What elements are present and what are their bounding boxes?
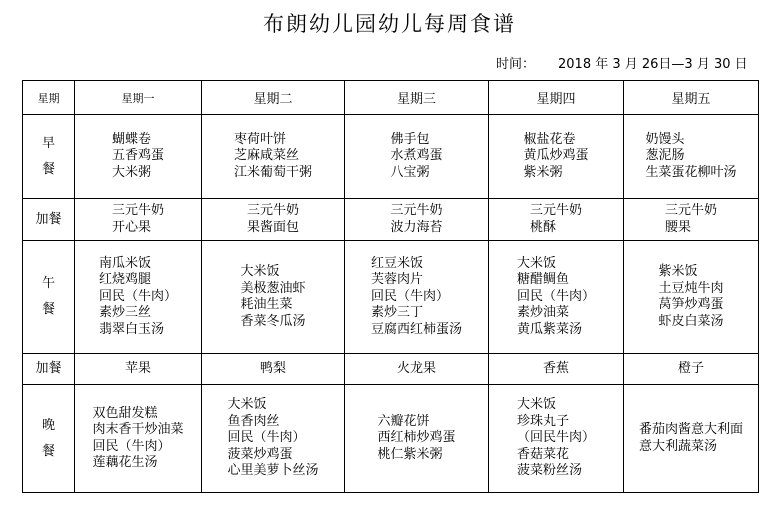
menu-item: 意大利蔬菜汤 bbox=[638, 438, 717, 454]
menu-item: 紫米饭 bbox=[658, 264, 698, 279]
menu-item: 果酱面包 bbox=[246, 219, 299, 235]
menu-item: 火龙果 bbox=[396, 360, 436, 376]
meal-label-text: 早 bbox=[41, 135, 55, 151]
menu-item-list bbox=[517, 256, 595, 339]
menu-item: 三元牛奶 bbox=[111, 203, 164, 218]
menu-item: 菠菜粉丝汤 bbox=[516, 463, 582, 479]
menu-item: 橙子 bbox=[677, 360, 704, 376]
menu-item-list bbox=[247, 203, 299, 236]
menu-item-list bbox=[377, 414, 455, 464]
menu-cell-snack-afternoon-tue bbox=[202, 354, 345, 385]
menu-item: 素炒油菜 bbox=[516, 305, 569, 321]
menu-item: 心里美萝卜丝汤 bbox=[227, 463, 319, 479]
menu-item: 枣荷叶饼 bbox=[233, 131, 286, 147]
meal-row-breakfast bbox=[23, 115, 759, 199]
menu-cell-lunch-tue bbox=[202, 241, 345, 354]
menu-cell-breakfast-tue bbox=[202, 115, 345, 199]
menu-item-list bbox=[112, 203, 164, 236]
header-day-thu: 星期四 bbox=[489, 81, 624, 115]
meal-label-breakfast bbox=[23, 115, 75, 199]
menu-item: 三元牛奶 bbox=[246, 203, 299, 218]
date-range bbox=[496, 56, 748, 74]
menu-item: 红烧鸡腿 bbox=[98, 272, 151, 288]
menu-item: 香蕉 bbox=[542, 360, 569, 376]
header-day-wed: 星期三 bbox=[345, 81, 489, 115]
menu-item: 黄瓜炒鸡蛋 bbox=[523, 148, 589, 164]
menu-item: 葱泥肠 bbox=[645, 148, 685, 164]
menu-item: 红豆米饭 bbox=[370, 255, 423, 271]
menu-item: 苹果 bbox=[124, 360, 151, 376]
menu-item-list bbox=[517, 397, 595, 480]
menu-item: 奶馒头 bbox=[645, 131, 685, 147]
menu-item-list bbox=[240, 264, 305, 330]
menu-item: 番茄肉酱意大利面 bbox=[638, 422, 743, 437]
menu-item: 椒盐花卷 bbox=[523, 131, 576, 147]
menu-item-list bbox=[678, 361, 704, 378]
menu-item: 黄瓜紫菜汤 bbox=[516, 321, 582, 337]
menu-item: 回民（牛肉） bbox=[227, 430, 306, 446]
menu-cell-breakfast-fri bbox=[624, 115, 759, 199]
menu-cell-lunch-mon bbox=[75, 241, 202, 354]
menu-item: 生菜蛋花柳叶汤 bbox=[645, 164, 737, 180]
menu-item-list bbox=[92, 406, 183, 472]
page-title: 布朗幼儿园幼儿每周食谱 bbox=[263, 12, 516, 36]
header-day-mon: 星期一 bbox=[75, 81, 202, 115]
menu-item: 虾皮白菜汤 bbox=[658, 313, 724, 329]
weekly-menu-table bbox=[22, 80, 759, 493]
menu-cell-dinner-fri bbox=[624, 385, 759, 493]
menu-item-list bbox=[112, 132, 164, 182]
menu-item: 豆腐西红柿蛋汤 bbox=[370, 321, 462, 337]
menu-item: 珍珠丸子 bbox=[516, 413, 569, 429]
menu-item-list bbox=[227, 397, 318, 480]
header-corner: 星期 bbox=[23, 81, 75, 115]
header-row bbox=[23, 81, 759, 115]
menu-item: 莲藕花生汤 bbox=[92, 455, 158, 470]
menu-item: 六瓣花饼 bbox=[377, 413, 430, 429]
menu-item: 鸭梨 bbox=[259, 360, 286, 376]
time-value: 2018 年 3 月 26日—3 月 30 日 bbox=[558, 57, 748, 72]
menu-item: 紫米粥 bbox=[523, 164, 563, 180]
menu-item: 素炒三丁 bbox=[370, 305, 423, 321]
menu-cell-snack-afternoon-fri bbox=[624, 354, 759, 385]
menu-item: 水煮鸡蛋 bbox=[390, 148, 443, 164]
menu-item: 鱼香肉丝 bbox=[227, 413, 280, 429]
menu-cell-lunch-fri bbox=[624, 241, 759, 354]
menu-cell-dinner-tue bbox=[202, 385, 345, 493]
menu-item: 香菜冬瓜汤 bbox=[240, 313, 306, 329]
menu-item-list bbox=[523, 132, 588, 182]
menu-item: 肉末香干炒油菜 bbox=[92, 422, 184, 437]
meal-label-text: 餐 bbox=[41, 443, 55, 459]
menu-item: 双色甜发糕 bbox=[92, 405, 158, 421]
menu-item: 三元牛奶 bbox=[664, 203, 717, 218]
menu-item: 三元牛奶 bbox=[529, 203, 582, 218]
meal-label-snack-afternoon bbox=[23, 354, 75, 385]
menu-item: 南瓜米饭 bbox=[98, 255, 151, 271]
menu-item-list bbox=[234, 132, 312, 182]
menu-item: 美极葱油虾 bbox=[240, 280, 306, 296]
menu-item: 菠菜炒鸡蛋 bbox=[227, 446, 293, 462]
meal-label-snack-morning bbox=[23, 199, 75, 241]
menu-item: 回民（牛肉） bbox=[98, 288, 177, 304]
menu-item-list bbox=[658, 264, 723, 330]
menu-item: 大米饭 bbox=[516, 397, 556, 413]
menu-item-list bbox=[99, 256, 177, 339]
menu-item: 糖醋鲷鱼 bbox=[516, 272, 569, 288]
meal-row-snack-afternoon bbox=[23, 354, 759, 385]
meal-label-text: 餐 bbox=[41, 161, 55, 177]
menu-item-list bbox=[645, 132, 736, 182]
menu-cell-snack-morning-mon bbox=[75, 199, 202, 241]
menu-cell-snack-afternoon-wed bbox=[345, 354, 489, 385]
meal-label-text: 加餐 bbox=[35, 361, 62, 376]
menu-item: 三元牛奶 bbox=[390, 203, 443, 218]
menu-cell-snack-afternoon-thu bbox=[489, 354, 624, 385]
menu-item: 耗油生菜 bbox=[240, 297, 293, 312]
meal-row-lunch bbox=[23, 241, 759, 354]
menu-item: 五香鸡蛋 bbox=[111, 148, 164, 164]
menu-item: 翡翠白玉汤 bbox=[98, 321, 164, 337]
meal-label-text: 午 bbox=[41, 276, 55, 291]
menu-cell-breakfast-thu bbox=[489, 115, 624, 199]
menu-item: 大米粥 bbox=[111, 164, 151, 180]
menu-item: 佛手包 bbox=[390, 131, 430, 147]
menu-item: 土豆炖牛肉 bbox=[658, 280, 724, 296]
menu-item: 回民（牛肉） bbox=[370, 288, 449, 304]
menu-item: 芝麻咸菜丝 bbox=[233, 148, 299, 164]
menu-item: 腰果 bbox=[664, 219, 691, 235]
menu-item: 桃酥 bbox=[529, 219, 556, 235]
menu-item: 素炒三丝 bbox=[98, 305, 151, 321]
menu-item-list bbox=[390, 203, 442, 236]
header-day-fri: 星期五 bbox=[624, 81, 759, 115]
menu-item-list bbox=[543, 361, 569, 378]
menu-item: 回民（牛肉） bbox=[516, 288, 595, 304]
menu-item: （回民牛肉） bbox=[516, 430, 595, 446]
menu-item-list bbox=[530, 203, 582, 236]
menu-cell-dinner-mon bbox=[75, 385, 202, 493]
menu-item: 回民（牛肉） bbox=[92, 438, 171, 454]
menu-item-list bbox=[639, 422, 743, 455]
meal-label-text: 晚 bbox=[41, 417, 55, 433]
menu-item: 芙蓉肉片 bbox=[370, 272, 423, 288]
menu-item: 开心果 bbox=[111, 219, 151, 235]
header-day-tue: 星期二 bbox=[202, 81, 345, 115]
menu-item: 莴笋炒鸡蛋 bbox=[658, 297, 724, 312]
menu-item-list bbox=[125, 361, 151, 378]
menu-cell-snack-morning-thu bbox=[489, 199, 624, 241]
menu-cell-snack-morning-fri bbox=[624, 199, 759, 241]
meal-row-dinner bbox=[23, 385, 759, 493]
menu-item: 西红柿炒鸡蛋 bbox=[377, 430, 456, 446]
menu-cell-snack-morning-wed bbox=[345, 199, 489, 241]
meal-row-snack-morning bbox=[23, 199, 759, 241]
menu-cell-dinner-thu bbox=[489, 385, 624, 493]
menu-item: 大米饭 bbox=[516, 255, 556, 271]
menu-item-list bbox=[390, 132, 442, 182]
menu-cell-snack-morning-tue bbox=[202, 199, 345, 241]
time-label: 时间： bbox=[496, 57, 536, 72]
menu-item: 香菇菜花 bbox=[516, 446, 569, 462]
meal-label-text: 餐 bbox=[41, 302, 55, 317]
meal-label-lunch bbox=[23, 241, 75, 354]
menu-item: 八宝粥 bbox=[390, 164, 430, 180]
menu-item: 江米葡萄干粥 bbox=[233, 164, 312, 180]
menu-cell-dinner-wed bbox=[345, 385, 489, 493]
menu-cell-breakfast-mon bbox=[75, 115, 202, 199]
menu-item: 大米饭 bbox=[240, 264, 280, 279]
menu-item-list bbox=[397, 361, 436, 378]
menu-item-list bbox=[371, 256, 462, 339]
menu-item-list bbox=[260, 361, 286, 378]
menu-cell-lunch-thu bbox=[489, 241, 624, 354]
menu-cell-snack-afternoon-mon bbox=[75, 354, 202, 385]
menu-item: 波力海苔 bbox=[390, 219, 443, 235]
menu-item: 蝴蝶卷 bbox=[111, 131, 151, 147]
meal-label-text: 加餐 bbox=[35, 211, 62, 227]
meal-label-dinner bbox=[23, 385, 75, 493]
menu-item-list bbox=[665, 203, 717, 236]
menu-item: 大米饭 bbox=[227, 397, 267, 413]
menu-item: 桃仁紫米粥 bbox=[377, 446, 443, 462]
menu-cell-breakfast-wed bbox=[345, 115, 489, 199]
menu-cell-lunch-wed bbox=[345, 241, 489, 354]
